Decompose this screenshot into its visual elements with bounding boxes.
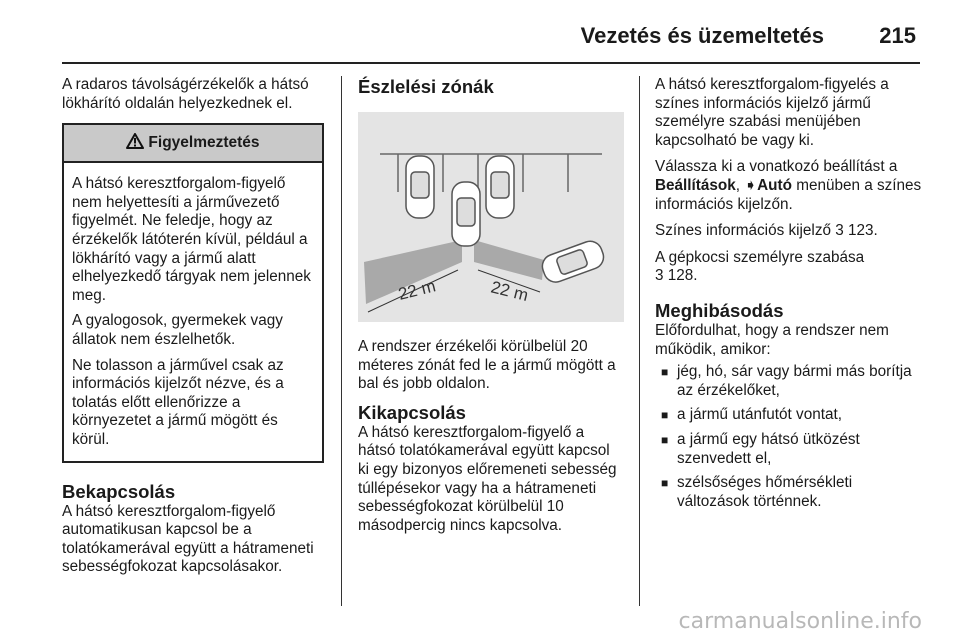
warning-header: [64, 125, 322, 163]
detection-zone-illustration: [358, 112, 624, 322]
column-divider: [639, 76, 640, 606]
fault-intro: Előfordulhat, hogy a rendszer nem működik, amikor:: [655, 321, 889, 358]
warning-paragraph: A hátsó keresztforgalom-figyelő nem helyettesíti a járművezető figyelmét. Ne feledje, hogy az érzékelők látóterén kívül, például a lökhárító vagy a jármű alatt elhelyezkedő tárgyak nem jelennek meg.: [72, 175, 311, 304]
settings-menu-text: Válassza ki a vonatkozó beállítást a Beállítások, ➧Autó menüben a színes információs kijelzőn.: [655, 158, 922, 213]
menu-auto: Autó: [757, 176, 792, 194]
bullet-icon: ■: [661, 476, 669, 491]
page-header: [62, 12, 920, 64]
reference-personalization: A gépkocsi személyre szabása 3 128.: [655, 248, 865, 285]
list-item: ■ a jármű utánfutót vontat,: [661, 406, 842, 424]
arrow-icon: ➧: [744, 176, 758, 194]
page-title: Vezetés és üzemeltetés: [580, 23, 824, 48]
bullet-icon: ■: [661, 365, 669, 380]
zone-label-left: 22 m: [396, 276, 438, 304]
car-icon: [452, 182, 480, 246]
column-2: [358, 76, 624, 543]
car-icon: [486, 156, 514, 218]
kikapcsolas-text: A hátsó keresztforgalom-figyelő a hátsó tolatókamerával együtt kapcsol ki egy bizonyos előremeneti sebesség túllépésekor vagy ha a hátrameneti sebességfokozat körülbelül 10 másodpercig nincs kapcsolva.: [358, 423, 617, 534]
column-divider: [341, 76, 342, 606]
menu-beallitasok: Beállítások: [655, 176, 736, 194]
section-heading-meghibasodas: Meghibásodás: [655, 299, 784, 321]
section-heading-eszlelesi-zonak: Észlelési zónák: [358, 76, 494, 97]
fault-list: [655, 363, 925, 511]
bullet-icon: ■: [661, 432, 669, 447]
column-3: [655, 76, 925, 517]
watermark: carmanualsonline.info: [678, 609, 922, 634]
warning-paragraph: Ne tolasson a járművel csak az információs kijelzőt nézve, és a tolatás előtt ellenőrizze a környezetet a jármű mögött és körül.: [72, 356, 284, 448]
settings-text: A hátsó keresztforgalom-figyelés a színes információs kijelző jármű személyre szabási menüjében kapcsolható be vagy ki.: [655, 76, 889, 149]
section-heading-bekapcsolas: Bekapcsolás: [62, 480, 176, 502]
detection-zone-diagram: [358, 112, 624, 322]
zone-label-right: 22 m: [489, 277, 531, 306]
page-reference: 3 128.: [655, 267, 698, 285]
bullet-icon: ■: [661, 408, 669, 423]
section-heading-kikapcsolas: Kikapcsolás: [358, 401, 466, 423]
intro-text: A radaros távolságérzékelők a hátsó lökhárító oldalán helyezkednek el.: [62, 76, 309, 112]
page-reference: 3 123.: [835, 222, 878, 240]
bekapcsolas-text: A hátsó keresztforgalom-figyelő automatikusan kapcsol be a tolatókamerával együtt a hátrameneti sebességfokozat kapcsolásakor.: [62, 502, 314, 576]
warning-box: [62, 123, 324, 462]
warning-paragraph: A gyalogosok, gyermekek vagy állatok nem észlelhetők.: [72, 312, 283, 348]
car-icon: [406, 156, 434, 218]
zone-text: A rendszer érzékelői körülbelül 20 méteres zónát fed le a jármű mögött a bal és jobb oldalon.: [358, 338, 616, 393]
warning-title: Figyelmeztetés: [148, 134, 260, 152]
column-1: [62, 76, 324, 585]
car-icon: [539, 238, 607, 286]
list-item: ■ jég, hó, sár vagy bármi más borítja az érzékelőket,: [661, 363, 912, 399]
list-item: ■ a jármű egy hátsó ütközést szenvedett el,: [661, 430, 860, 467]
warning-triangle-icon: [126, 133, 144, 149]
reference-display: Színes információs kijelző 3 123.: [655, 222, 878, 240]
list-item: ■ szélsőséges hőmérsékleti változások történnek.: [661, 474, 853, 510]
page-number: 215: [879, 23, 916, 48]
